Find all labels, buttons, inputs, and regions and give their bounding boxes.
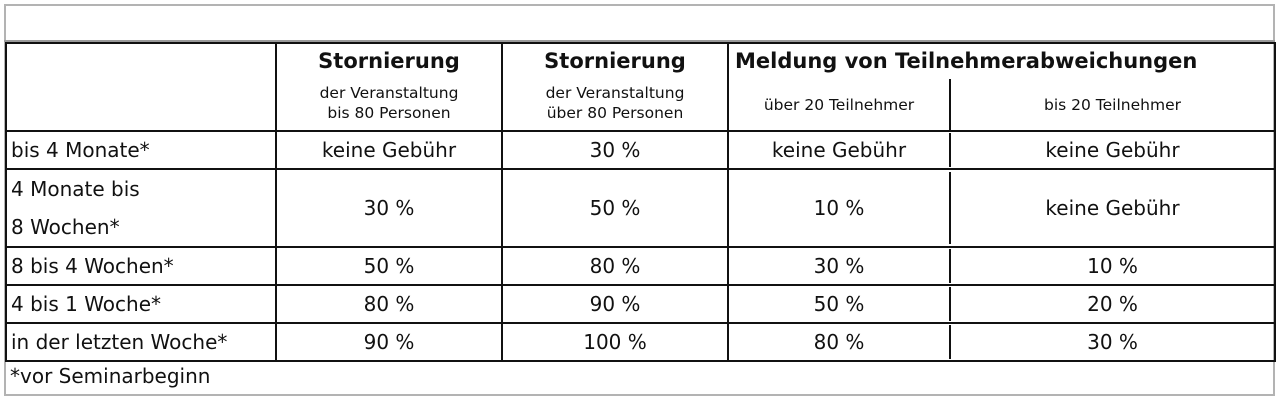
row-label: 8 bis 4 Wochen* — [6, 247, 276, 285]
table-row — [6, 247, 1275, 285]
cell-value: 30 % — [1087, 330, 1138, 354]
table-row — [6, 169, 1275, 247]
row-label-line: 4 Monate bis — [11, 177, 140, 201]
cell-value: 30 % — [276, 169, 502, 247]
header-title: Stornierung — [544, 49, 686, 73]
table-row — [6, 285, 1275, 323]
header-subtitle — [503, 83, 727, 123]
header-subtitle-line: über 80 Personen — [546, 104, 684, 122]
table-row — [6, 323, 1275, 361]
row-label: 4 bis 1 Woche* — [6, 285, 276, 323]
cell-split — [728, 285, 1275, 323]
cell-value: 50 % — [813, 292, 865, 316]
header-subtitle-ueber-20: über 20 Teilnehmer — [763, 96, 915, 114]
cell-value: keine Gebühr — [1045, 196, 1180, 220]
cell-split — [728, 323, 1275, 361]
cell-value: 80 % — [276, 285, 502, 323]
cell-value: 80 % — [813, 330, 865, 354]
cell-value: 30 % — [813, 254, 865, 278]
cell-value: 90 % — [276, 323, 502, 361]
cell-value: 10 % — [1087, 254, 1138, 278]
header-subtitle-line: bis 80 Personen — [327, 104, 451, 122]
header-storno-bis-80 — [276, 43, 502, 131]
cell-split — [728, 169, 1275, 247]
cell-value: keine Gebühr — [276, 131, 502, 169]
header-subtitle-line: der Veranstaltung — [545, 84, 685, 102]
header-subtitle-bis-20: bis 20 Teilnehmer — [1044, 96, 1181, 114]
row-label-line: 8 Wochen* — [11, 215, 120, 239]
header-title: Meldung von Teilnehmerabweichungen — [735, 49, 1198, 73]
row-label: in der letzten Woche* — [6, 323, 276, 361]
header-teilnehmerabweichungen — [728, 43, 1275, 131]
row-label — [6, 169, 276, 247]
cell-value: keine Gebühr — [1045, 138, 1180, 162]
table-header-row — [6, 43, 1275, 131]
header-subtitle-line: der Veranstaltung — [319, 84, 459, 102]
cell-value: 10 % — [813, 196, 865, 220]
footnote: *vor Seminarbeginn — [10, 364, 211, 388]
header-subtitle — [277, 83, 501, 123]
header-storno-ueber-80 — [502, 43, 728, 131]
cell-value: 80 % — [502, 247, 728, 285]
top-blank-row — [4, 4, 1275, 42]
table-row — [6, 131, 1275, 169]
header-empty-cell — [6, 43, 276, 131]
cell-value: keine Gebühr — [771, 138, 907, 162]
cell-value: 100 % — [502, 323, 728, 361]
cell-split — [728, 247, 1275, 285]
cell-split — [728, 131, 1275, 169]
cell-value: 30 % — [502, 131, 728, 169]
row-label: bis 4 Monate* — [6, 131, 276, 169]
cell-value: 20 % — [1087, 292, 1138, 316]
cell-value: 50 % — [276, 247, 502, 285]
cancellation-fee-table — [5, 42, 1276, 362]
cell-value: 90 % — [502, 285, 728, 323]
header-title: Stornierung — [318, 49, 460, 73]
cell-value: 50 % — [502, 169, 728, 247]
